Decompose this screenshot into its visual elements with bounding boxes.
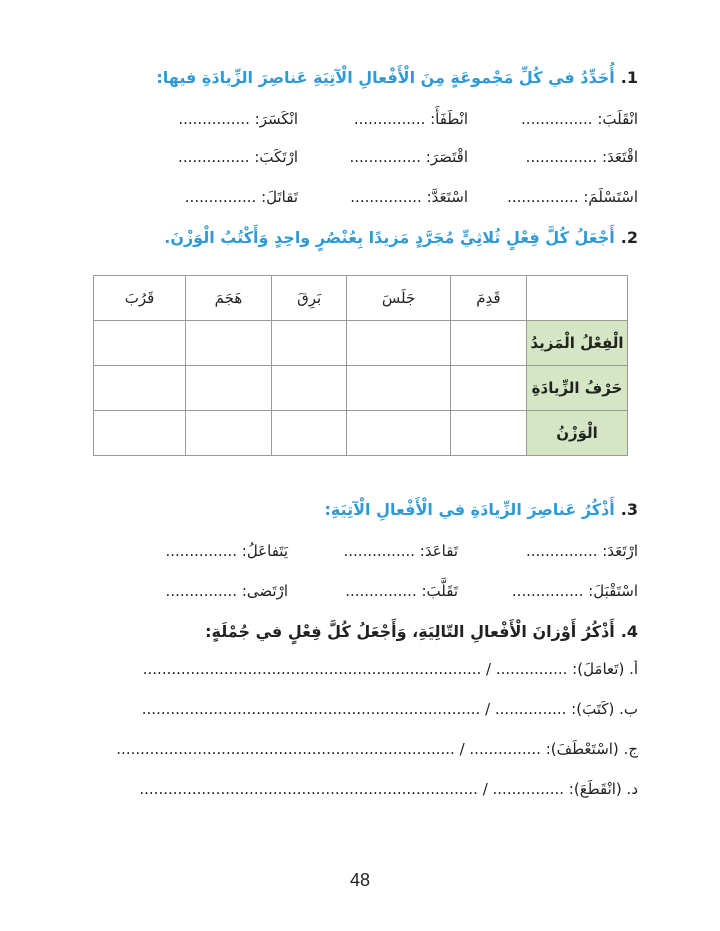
q1-item[interactable]: انْقَلَبَ: ............... bbox=[521, 110, 638, 128]
q3-title: أَذْكُرُ عَناصِرَ الزِّيادَةِ في الْأَفْعالِ الْآتِيَةِ: bbox=[324, 500, 615, 519]
q1-heading bbox=[156, 68, 638, 87]
table-cell[interactable] bbox=[347, 366, 450, 411]
q3-item[interactable]: اسْتَقْبَلَ: ............... bbox=[511, 582, 638, 600]
table-row-label: حَرْفُ الزِّيادَةِ bbox=[527, 366, 628, 411]
q4-number: 4. bbox=[620, 622, 638, 641]
table-cell[interactable] bbox=[271, 411, 346, 456]
q2-number: 2. bbox=[620, 228, 638, 247]
q4-item-b[interactable]: ب. (كَتَبَ): ............... / ....................................................................... bbox=[141, 700, 638, 718]
q1-item[interactable]: اقْتَعَدَ: ............... bbox=[525, 148, 638, 166]
table-cell[interactable] bbox=[94, 321, 186, 366]
table-cell[interactable] bbox=[347, 321, 450, 366]
table-cell[interactable] bbox=[94, 411, 186, 456]
table-column-header: جَلَسَ bbox=[347, 276, 450, 321]
table-column-header: قَرُبَ bbox=[94, 276, 186, 321]
table-column-header: بَرِقَ bbox=[271, 276, 346, 321]
q1-item[interactable]: انْطَفَأَ: ............... bbox=[353, 110, 468, 128]
table-cell[interactable] bbox=[186, 411, 272, 456]
q2-title: أَجْعَلُ كُلَّ فِعْلٍ ثُلاثِيٍّ مُجَرَّدٍ مَزيدًا بِعُنْصُرٍ واحِدٍ وَأَكْتُبُ الْوَزْنَ. bbox=[164, 228, 615, 247]
table-cell[interactable] bbox=[450, 321, 526, 366]
table-cell[interactable] bbox=[347, 411, 450, 456]
q1-item[interactable]: اسْتَعَدَّ: ............... bbox=[350, 188, 468, 206]
q4-item-d[interactable]: د. (انْقَطَعَ): ............... / ....................................................................... bbox=[139, 780, 638, 798]
q1-number: 1. bbox=[620, 68, 638, 87]
table-cell[interactable] bbox=[186, 366, 272, 411]
q3-heading bbox=[324, 500, 638, 519]
q2-heading bbox=[164, 228, 638, 247]
table-row-label: الْفِعْلُ الْمَزيدُ bbox=[527, 321, 628, 366]
q3-item[interactable]: تَقَلَّبَ: ............... bbox=[345, 582, 458, 600]
q3-number: 3. bbox=[620, 500, 638, 519]
table-cell[interactable] bbox=[186, 321, 272, 366]
q3-item[interactable]: ارْتَضى: ............... bbox=[165, 582, 288, 600]
table-cell[interactable] bbox=[94, 366, 186, 411]
q1-item[interactable]: انْكَسَرَ: ............... bbox=[178, 110, 298, 128]
q4-title: أَذْكُرُ أَوْزانَ الْأَفْعالِ التّالِيَةِ، وَأَجْعَلُ كُلَّ فِعْلٍ في جُمْلَةٍ: bbox=[205, 622, 615, 641]
q4-item-c[interactable]: ج. (اسْتَعْطَفَ): ............... / ....................................................................... bbox=[116, 740, 638, 758]
q3-row-1 bbox=[90, 542, 638, 564]
q1-item[interactable]: اقْتَصَرَ: ............... bbox=[349, 148, 468, 166]
q1-row-3 bbox=[90, 188, 638, 210]
q3-item[interactable]: ارْتَعَدَ: ............... bbox=[525, 542, 638, 560]
q3-item[interactable]: يَتَفاعَلُ: ............... bbox=[165, 542, 288, 560]
table-column-header: قَدِمَ bbox=[450, 276, 526, 321]
q4-item-a[interactable]: أ. (تَعامَلَ): ............... / ....................................................................... bbox=[142, 660, 638, 678]
table-cell[interactable] bbox=[450, 411, 526, 456]
q1-item[interactable]: ارْتَكَبَ: ............... bbox=[178, 148, 298, 166]
q4-heading bbox=[205, 622, 638, 641]
q1-row-2 bbox=[90, 148, 638, 170]
table-cell[interactable] bbox=[450, 366, 526, 411]
q1-title: أُحَدِّدُ في كُلِّ مَجْموعَةٍ مِنَ الْأَفْعالِ الْآتِيَةِ عَناصِرَ الزِّيادَةِ فيها: bbox=[156, 68, 615, 87]
q1-item[interactable]: اسْتَسْلَمَ: ............... bbox=[507, 188, 638, 206]
q3-item[interactable]: تَقاعَدَ: ............... bbox=[343, 542, 458, 560]
table-column-header: هَجَمَ bbox=[186, 276, 272, 321]
q1-item[interactable]: تَقاتَلَ: ............... bbox=[184, 188, 298, 206]
table-corner-cell bbox=[527, 276, 628, 321]
q3-row-2 bbox=[90, 582, 638, 604]
table-cell[interactable] bbox=[271, 366, 346, 411]
table-row-label: الْوَزْنُ bbox=[527, 411, 628, 456]
table-cell[interactable] bbox=[271, 321, 346, 366]
verbs-table bbox=[93, 275, 628, 456]
q1-row-1 bbox=[90, 110, 638, 132]
page-number: 48 bbox=[349, 870, 371, 890]
